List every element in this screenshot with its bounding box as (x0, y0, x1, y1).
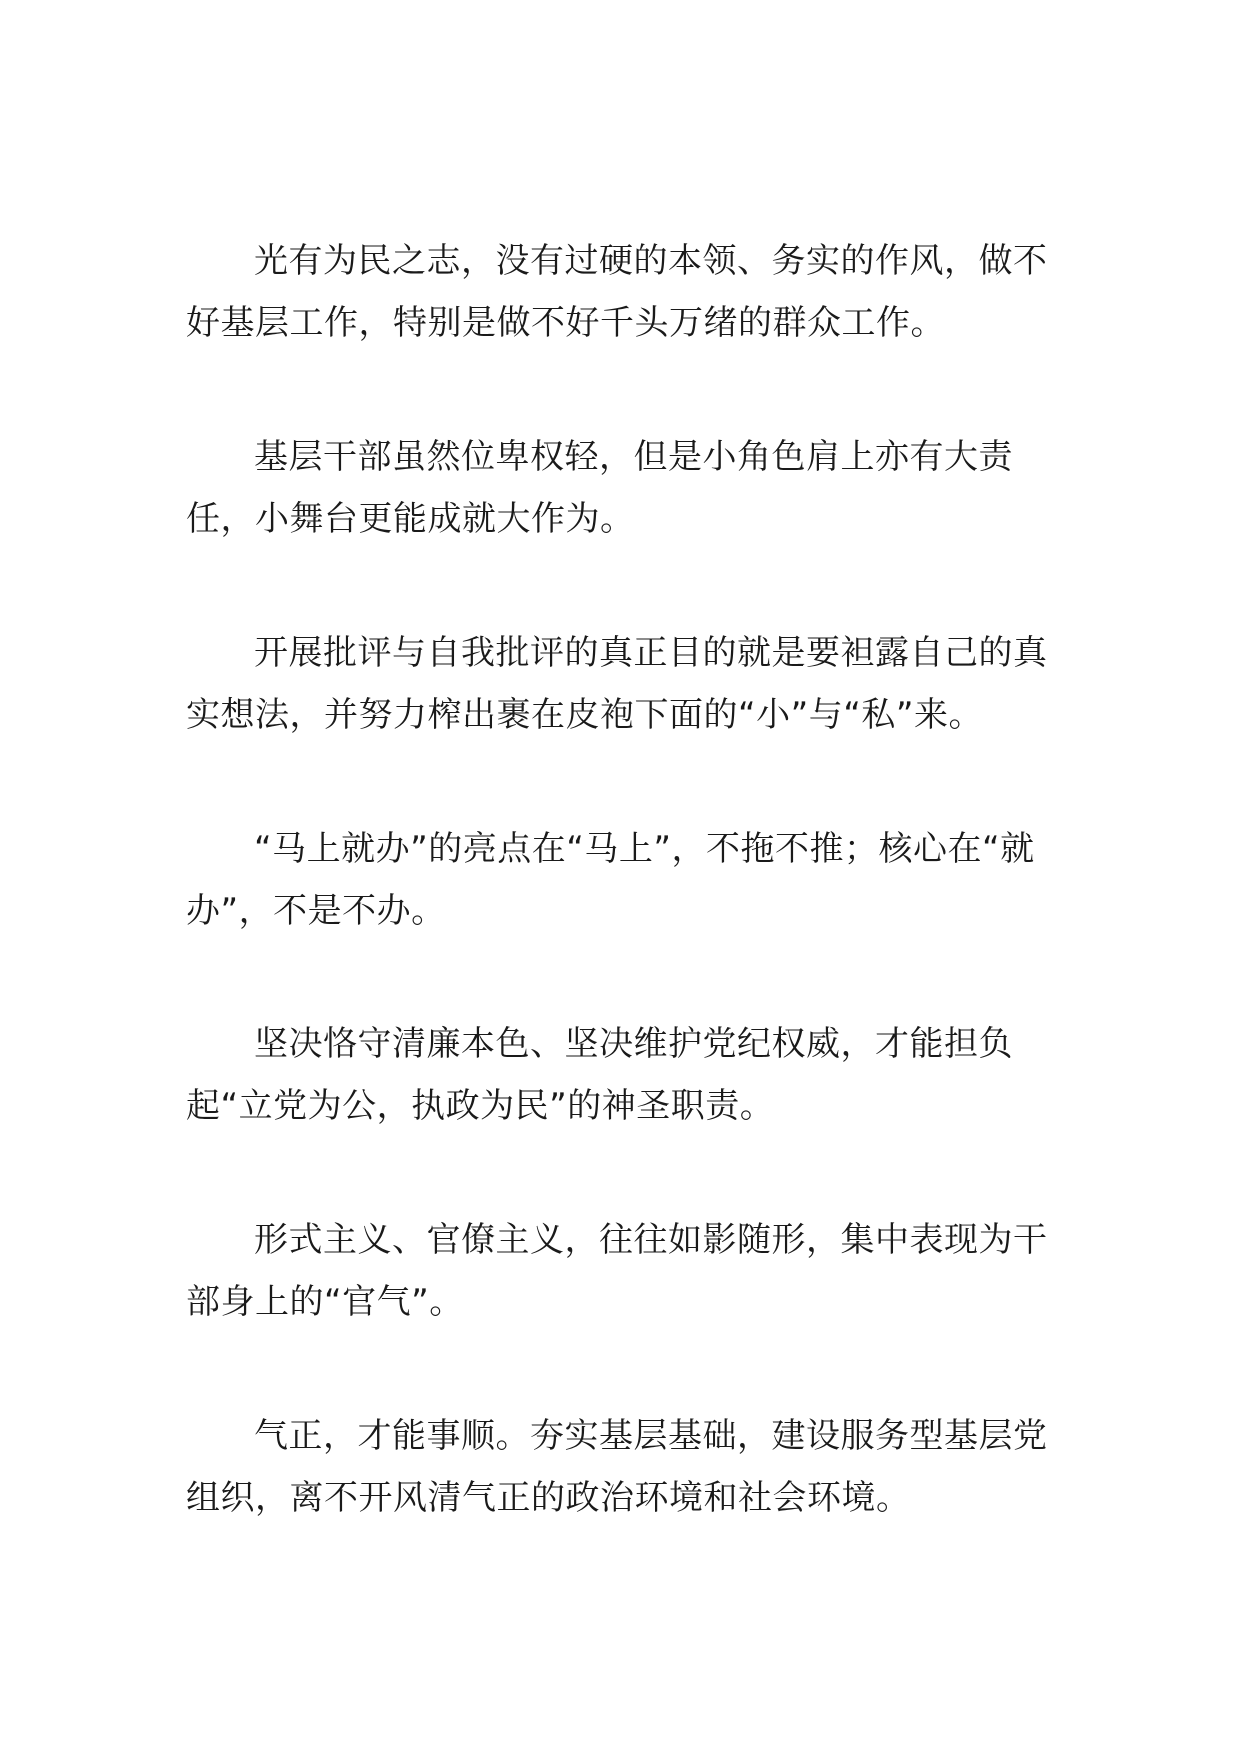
paragraph-6: 形式主义、官僚主义，往往如影随形，集中表现为干部身上的“官气”。 (186, 1220, 1048, 1322)
paragraph-5: 坚决恪守清廉本色、坚决维护党纪权威，才能担负起“立党为公，执政为民”的神圣职责。 (186, 1024, 1013, 1126)
paragraph-7: 气正，才能事顺。夯实基层基础，建设服务型基层党组织，离不开风清气正的政治环境和社会环境。 (186, 1416, 1048, 1518)
paragraph-1: 光有为民之志，没有过硬的本领、务实的作风，做不好基层工作，特别是做不好千头万绪的群众工作。 (186, 241, 1048, 343)
paragraph-2: 基层干部虽然位卑权轻，但是小角色肩上亦有大责任，小舞台更能成就大作为。 (186, 437, 1013, 539)
paragraph-3: 开展批评与自我批评的真正目的就是要袒露自己的真实想法，并努力榨出裹在皮袍下面的“小”与“私”来。 (186, 633, 1048, 735)
paragraph-4: “马上就办”的亮点在“马上”，不拖不推；核心在“就办”，不是不办。 (186, 829, 1035, 931)
